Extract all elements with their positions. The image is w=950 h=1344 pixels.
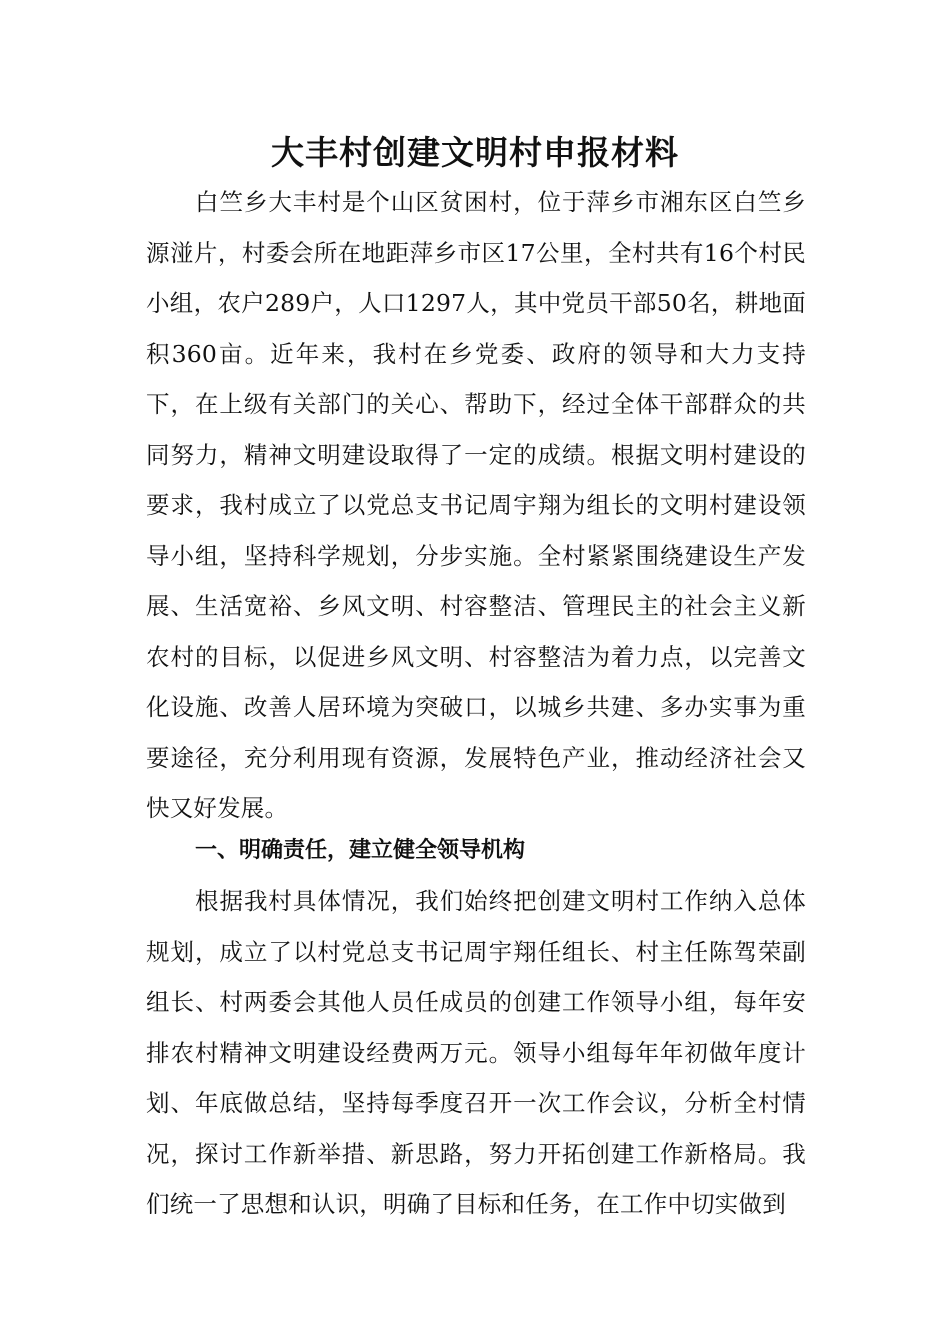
- document-title: 大丰村创建文明村申报材料: [271, 133, 679, 172]
- section-paragraph: 根据我村具体情况，我们始终把创建文明村工作纳入总体规划，成立了以村党总支书记周宇翔任组长、村主任陈驾荣副组长、村两委会其他人员任成员的创建工作领导小组，每年安排农村精神文明建设经费两万元。领导小组每年年初做年度计划、年底做总结，坚持每季度召开一次工作会议，分析全村情况，探讨工作新举措、新思路，努力开拓创建工作新格局。我们统一了思想和认识，明确了目标和任务，在工作中切实做到: [146, 887, 806, 1218]
- section-heading: 一、明确责任，建立健全领导机构: [195, 838, 526, 863]
- intro-paragraph: 白竺乡大丰村是个山区贫困村，位于萍乡市湘东区白竺乡源湴片，村委会所在地距萍乡市区17公里，全村共有16个村民小组，农户289户，人口1297人，其中党员干部50名，耕地面积360亩。近年来，我村在乡党委、政府的领导和大力支持下，在上级有关部门的关心、帮助下，经过全体干部群众的共同努力，精神文明建设取得了一定的成绩。根据文明村建设的要求，我村成立了以党总支书记周宇翔为组长的文明村建设领导小组，坚持科学规划，分步实施。全村紧紧围绕建设生产发展、生活宽裕、乡风文明、村容整洁、管理民主的社会主义新农村的目标，以促进乡风文明、村容整洁为着力点，以完善文化设施、改善人居环境为突破口，以城乡共建、多办实事为重要途径，充分利用现有资源，发展特色产业，推动经济社会又快又好发展。: [146, 188, 806, 822]
